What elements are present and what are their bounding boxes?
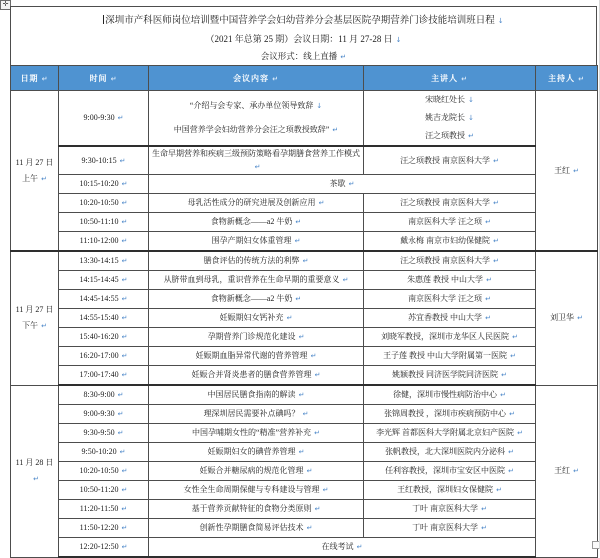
format-mark-icon: ↵	[314, 371, 321, 379]
format-mark-icon: ↵	[121, 486, 128, 494]
format-mark-icon: ↵	[348, 180, 355, 188]
schedule-row	[11, 347, 598, 366]
session-content-cell[interactable]: 生命早期营养和疾病三级预防策略看孕期膳食营养工作模式↵	[149, 146, 364, 175]
document-subtitle-format[interactable]	[11, 49, 596, 65]
time-cell[interactable]: 10:50-11:20 ↵	[59, 481, 149, 500]
format-mark-icon: ↵	[486, 276, 492, 284]
time-cell[interactable]: 14:15-14:45 ↵	[59, 271, 149, 290]
format-mark-icon: ↵	[314, 505, 321, 513]
format-mark-icon: ↵	[121, 276, 128, 284]
schedule-row	[11, 213, 598, 232]
session-content-cell[interactable]: 中国居民膳食指南的解读 ↵	[149, 385, 364, 405]
speaker-cell[interactable]: 苏宜香教授 中山大学 ↵	[364, 309, 536, 328]
subtitle-date-text: （2021 年总第 25 期）会议日期：11 月 27-28 日	[205, 34, 393, 44]
format-mark-icon: ↓	[316, 102, 323, 110]
format-mark-icon: ↵	[33, 475, 39, 483]
cell-end-mark-icon: ↵	[461, 74, 468, 83]
session-content-cell[interactable]: 妊娠合并肾炎患者的膳食营养管理 ↵	[149, 366, 364, 386]
format-mark-icon: ↵	[517, 429, 523, 437]
host-cell[interactable]: 王红 ↵	[536, 385, 598, 557]
col-header-content[interactable]: 会议内容 ↵	[149, 66, 364, 91]
schedule-table	[10, 65, 598, 558]
format-mark-icon: ↵	[310, 352, 317, 360]
session-content-cell[interactable]: 创新性孕期膳食简易评估技术 ↵	[149, 519, 364, 538]
schedule-row	[11, 175, 598, 194]
cell-end-mark-icon: ↵	[578, 74, 585, 83]
session-content-cell[interactable]: 孕期营养门诊规范化建设 ↵	[149, 328, 364, 347]
format-mark-icon: ↵	[298, 333, 305, 341]
host-cell[interactable]: 刘卫华 ↵	[536, 251, 598, 385]
speaker-cell[interactable]: 姚颖教授 同济医学院同济医院 ↵	[364, 366, 536, 386]
speaker-cell[interactable]: 张锦周教授 ，深圳市疾病预防中心 ↵	[364, 405, 536, 424]
speaker-cell[interactable]: 张帆教授，北大深圳医院内分泌科 ↵	[364, 443, 536, 462]
line-break-mark-icon: ↓	[395, 36, 402, 44]
format-mark-icon: ↵	[481, 505, 487, 513]
format-mark-icon: ↵	[121, 543, 128, 551]
format-mark-icon: ↵	[508, 448, 514, 456]
format-mark-icon: ↵	[254, 163, 261, 171]
format-mark-icon: ↓	[468, 96, 474, 104]
format-mark-icon: ↵	[496, 486, 502, 494]
speaker-cell[interactable]: 南京医科大学 汪之顼 ↵	[364, 213, 536, 232]
speaker-cell[interactable]: 王子莲 教授 中山大学附属第一医院 ↵	[364, 347, 536, 366]
time-cell[interactable]: 10:20-10:50 ↵	[59, 462, 149, 481]
time-cell[interactable]: 9:30-10:15 ↵	[59, 146, 149, 175]
format-mark-icon: ↵	[306, 467, 313, 475]
speaker-cell[interactable]: 汪之顼教授 南京医科大学 ↵	[364, 194, 536, 213]
format-mark-icon: ↵	[117, 410, 124, 418]
format-mark-icon: ↵	[322, 486, 329, 494]
format-mark-icon: ↵	[342, 276, 349, 284]
speaker-cell[interactable]: 李光辉 首都医科大学附属北京妇产医院 ↵	[364, 424, 536, 443]
time-cell[interactable]: 14:55-15:40 ↵	[59, 309, 149, 328]
session-content-cell[interactable]: 基于营养贡献特征的食物分类原则 ↵	[149, 500, 364, 519]
session-content-cell[interactable]: 食物新概念——a2 牛奶 ↵	[149, 290, 364, 309]
format-mark-icon: ↵	[485, 218, 491, 226]
schedule-row	[11, 424, 598, 443]
session-content-cell[interactable]: 理深圳居民需要补点碘吗？ ↵	[149, 405, 364, 424]
format-mark-icon: ↵	[41, 322, 47, 331]
time-cell[interactable]: 13:30-14:15 ↵	[59, 251, 149, 271]
format-mark-icon: ↵	[121, 237, 128, 245]
schedule-row	[11, 519, 598, 538]
format-mark-icon: ↵	[117, 429, 124, 437]
format-mark-icon: ↵	[509, 410, 515, 418]
col-header-speaker[interactable]: 主讲人 ↵	[364, 66, 536, 91]
format-mark-icon: ↵	[510, 352, 516, 360]
col-header-date[interactable]: 日期 ↵	[11, 66, 59, 91]
schedule-row	[11, 500, 598, 519]
schedule-row	[11, 91, 598, 147]
format-mark-icon: ↵	[294, 237, 301, 245]
title-text: 深圳市产科医师岗位培训暨中国营养学会妇幼营养分会基层医院孕期营养门诊技能培训班日程	[105, 16, 495, 26]
format-mark-icon: ↵	[121, 199, 128, 207]
session-content-cell[interactable]: 女性全生命周期保健与专科建设与管理 ↵	[149, 481, 364, 500]
cell-end-mark-icon: ↵	[41, 74, 49, 83]
format-mark-icon: ↵	[121, 524, 128, 532]
speaker-cell[interactable]: 戴永梅 南京市妇幼保健院 ↵	[364, 232, 536, 252]
subtitle-format-text: 会议形式：线上直播	[260, 51, 338, 61]
schedule-row	[11, 462, 598, 481]
session-content-cell[interactable]: 中国孕哺期女性的“精准”营养补充 ↵	[149, 424, 364, 443]
time-cell[interactable]: 11:10-12:00 ↵	[59, 232, 149, 252]
time-cell[interactable]: 12:20-12:50 ↵	[59, 538, 149, 558]
format-mark-icon: ↵	[493, 257, 499, 265]
format-mark-icon: ↵	[121, 505, 128, 513]
time-cell[interactable]: 17:00-17:40 ↵	[59, 366, 149, 386]
line-break-mark-icon: ↓	[497, 17, 504, 25]
speaker-cell[interactable]: 南京医科大学 汪之顼 ↵	[364, 290, 536, 309]
document-subtitle-date[interactable]	[11, 31, 596, 49]
schedule-row	[11, 328, 598, 347]
schedule-row	[11, 271, 598, 290]
time-cell[interactable]: 10:20-10:50 ↵	[59, 194, 149, 213]
format-mark-icon: ↵	[318, 199, 325, 207]
schedule-row	[11, 232, 598, 252]
session-content-cell[interactable]: 妊娠合并糖尿病的规范化管理 ↵	[149, 462, 364, 481]
schedule-row	[11, 366, 598, 386]
merged-session-cell[interactable]: 茶歇 ↵	[149, 175, 536, 194]
time-cell[interactable]: 10:50-11:10 ↵	[59, 213, 149, 232]
format-mark-icon: ↵	[295, 295, 302, 303]
schedule-row	[11, 443, 598, 462]
time-cell[interactable]: 11:20-11:50 ↵	[59, 500, 149, 519]
format-mark-icon: ↵	[121, 314, 128, 322]
schedule-row	[11, 194, 598, 213]
time-cell[interactable]: 16:20-17:00 ↵	[59, 347, 149, 366]
date-cell[interactable]: 11 月 27 日 上午 ↵	[11, 91, 59, 252]
format-mark-icon: ↵	[573, 467, 579, 475]
col-header-time[interactable]: 时间 ↵	[59, 66, 149, 91]
time-cell[interactable]: 9:00-9:30 ↵	[59, 405, 149, 424]
time-cell[interactable]: 9:50-10:20 ↵	[59, 443, 149, 462]
format-mark-icon: ↵	[356, 543, 363, 551]
format-mark-icon: ↵	[493, 156, 499, 165]
format-mark-icon: ↵	[500, 391, 506, 399]
schedule-row	[11, 481, 598, 500]
format-mark-icon: ↵	[121, 180, 128, 188]
format-mark-icon: ↵	[508, 467, 514, 475]
format-mark-icon: ↵	[493, 199, 499, 207]
time-cell[interactable]: 9:00-9:30 ↵	[59, 91, 149, 147]
schedule-row	[11, 146, 598, 175]
format-mark-icon: ↵	[286, 314, 293, 322]
schedule-row	[11, 251, 598, 271]
cell-end-mark-icon: ↵	[272, 74, 279, 83]
speaker-cell[interactable]: 徐健，深圳市慢性病防治中心 ↵	[364, 385, 536, 405]
format-mark-icon: ↵	[332, 126, 339, 134]
format-mark-icon: ↵	[485, 295, 491, 303]
speaker-cell[interactable]: 王红教授，深圳妇女保健院 ↵	[364, 481, 536, 500]
cell-end-mark-icon: ↵	[110, 74, 118, 83]
speaker-cell[interactable]: 丁叶 南京医科大学 ↵	[364, 519, 536, 538]
format-mark-icon: ↵	[298, 391, 305, 399]
session-content-cell[interactable]: “介绍与会专家、承办单位领导致辞 ↓ 中国营养学会妇幼营养分会汪之顼教授致辞” ↵	[149, 91, 364, 147]
session-content-cell[interactable]: 妊娠期妇女钙补充 ↵	[149, 309, 364, 328]
format-mark-icon: ↵	[485, 314, 491, 322]
format-mark-icon: ↵	[121, 295, 128, 303]
schedule-row	[11, 290, 598, 309]
time-cell[interactable]: 15:40-16:20 ↵	[59, 328, 149, 347]
paragraph-mark-icon: ↵	[340, 53, 347, 61]
format-mark-icon: ↵	[302, 257, 309, 265]
format-mark-icon: ↵	[481, 524, 487, 532]
time-cell[interactable]: 14:45-14:55 ↵	[59, 290, 149, 309]
speaker-cell[interactable]: 朱惠莲 教授 中山大学 ↵	[364, 271, 536, 290]
session-content-cell[interactable]: 妊娠期血脂异常代谢的营养管理 ↵	[149, 347, 364, 366]
session-content-cell[interactable]: 从脐带血到母乳，重识营养在生命早期的重要意义 ↵	[149, 271, 364, 290]
format-mark-icon: ↵	[295, 218, 302, 226]
speaker-cell[interactable]: 丁叶 南京医科大学 ↵	[364, 500, 536, 519]
format-mark-icon: ↓	[468, 114, 474, 122]
table-move-handle[interactable]: ✛	[0, 0, 11, 10]
format-mark-icon: ↵	[121, 352, 128, 360]
format-mark-icon: ↵	[119, 448, 126, 456]
schedule-document	[10, 6, 597, 558]
format-mark-icon: ↵	[314, 429, 320, 437]
merged-session-cell[interactable]: 在线考试 ↵	[149, 538, 536, 558]
speaker-cell[interactable]: 任利容教授，深圳市宝安区中医院 ↵	[364, 462, 536, 481]
format-mark-icon: ↵	[41, 174, 47, 183]
time-cell[interactable]: 11:50-12:20 ↵	[59, 519, 149, 538]
format-mark-icon: ↵	[121, 333, 128, 341]
session-content-cell[interactable]: 围孕产期妇女体重管理 ↵	[149, 232, 364, 252]
format-mark-icon: ↵	[117, 391, 124, 399]
col-header-host[interactable]: 主持人 ↵	[536, 66, 598, 91]
header-row	[11, 66, 598, 91]
format-mark-icon: ↵	[298, 448, 305, 456]
time-cell[interactable]: 8:30-9:00 ↵	[59, 385, 149, 405]
format-mark-icon: ↵	[493, 237, 499, 245]
host-cell[interactable]: 王红 ↵	[536, 91, 598, 252]
format-mark-icon: ↵	[121, 371, 128, 379]
document-title[interactable]	[11, 12, 596, 31]
format-mark-icon: ↵	[302, 410, 309, 418]
title-block	[10, 6, 597, 65]
schedule-row	[11, 385, 598, 405]
format-mark-icon: ↵	[119, 156, 126, 165]
session-content-cell[interactable]: 膳食评估的传统方法的利弊 ↵	[149, 251, 364, 271]
format-mark-icon: ↵	[468, 132, 474, 140]
format-mark-icon: ↵	[121, 218, 128, 226]
time-cell[interactable]: 10:15-10:20 ↵	[59, 175, 149, 194]
session-content-cell[interactable]: 食物新概念——a2 牛奶 ↵	[149, 213, 364, 232]
format-mark-icon: ↵	[306, 524, 313, 532]
speaker-cell[interactable]: 汪之顼教授 南京医科大学 ↵	[364, 251, 536, 271]
time-cell[interactable]: 9:30-9:50 ↵	[59, 424, 149, 443]
session-content-cell[interactable]: 母乳活性成分的研究进展及创新应用 ↵	[149, 194, 364, 213]
format-mark-icon: ↵	[512, 333, 518, 341]
format-mark-icon: ↵	[121, 467, 128, 475]
date-cell[interactable]: 11 月 28 日 ↵	[11, 385, 59, 557]
format-mark-icon: ↵	[577, 314, 583, 323]
format-mark-icon: ↵	[573, 166, 579, 175]
format-mark-icon: ↵	[501, 371, 507, 379]
speaker-cell[interactable]: 汪之顼教授 南京医科大学 ↵	[364, 146, 536, 175]
date-cell[interactable]: 11 月 27 日 下午 ↵	[11, 251, 59, 385]
schedule-row	[11, 405, 598, 424]
schedule-row	[11, 309, 598, 328]
speaker-cell[interactable]: 刘晓军教授，深圳市龙华区人民医院 ↵	[364, 328, 536, 347]
format-mark-icon: ↵	[117, 114, 124, 122]
schedule-row	[11, 538, 598, 558]
session-content-cell[interactable]: 妊娠期妇女的碘营养管理 ↵	[149, 443, 364, 462]
format-mark-icon: ↵	[121, 257, 128, 265]
speaker-cell[interactable]: 宋晓红处长 ↓ 姚吉龙院长 ↓ 汪之顼教授 ↵	[364, 91, 536, 147]
